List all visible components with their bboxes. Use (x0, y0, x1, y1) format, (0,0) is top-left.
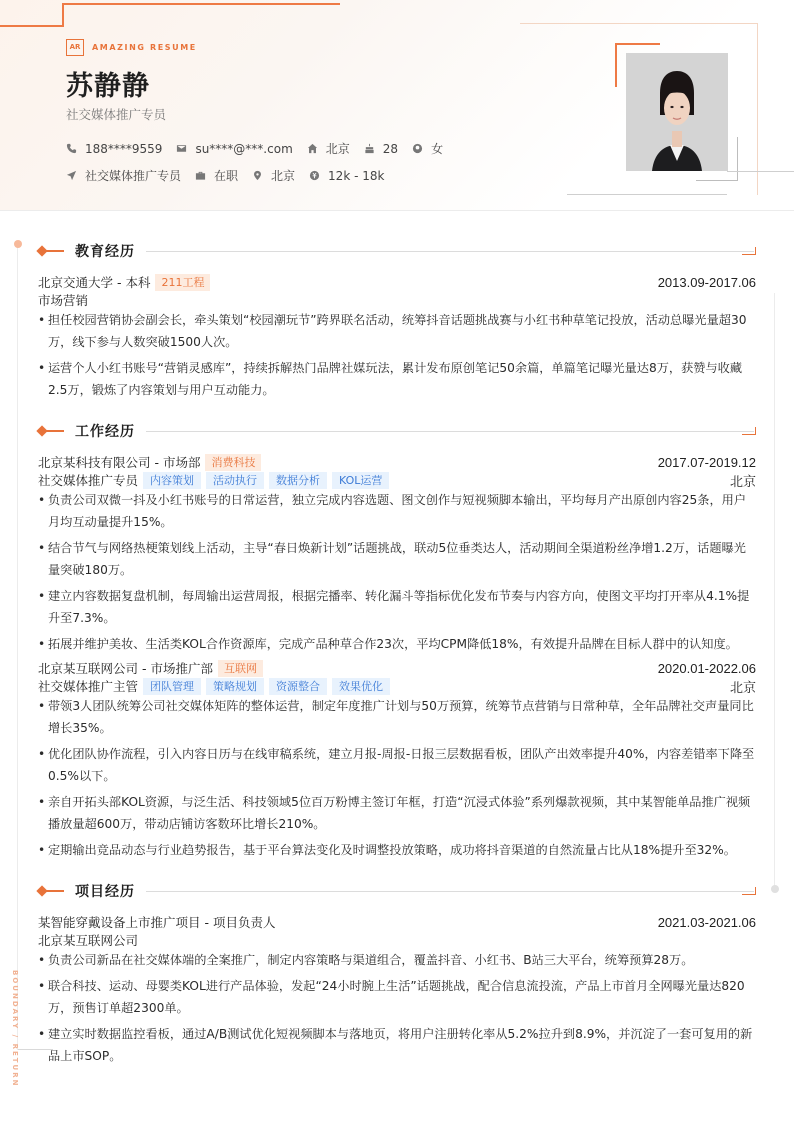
industry-tag: 消费科技 (205, 454, 261, 471)
age-text: 28 (382, 141, 399, 156)
phone-text: 188****9559 (85, 141, 163, 156)
job-role: 社交媒体推广专员 (38, 473, 139, 488)
education-major-row (38, 291, 756, 309)
target-city-text: 北京 (271, 169, 296, 183)
email-text: su****@***.com (195, 141, 293, 156)
resume-header (0, 0, 794, 211)
skill-tag: 数据分析 (269, 472, 327, 489)
project-bullet: • 建立实时数据监控看板，通过A/B测试优化短视频脚本与落地页，将用户注册转化率从5.2%拉升到8.9%，并沉淀了一套可复用的新品上市SOP。 (38, 1023, 756, 1067)
job-role: 社交媒体推广主管 (38, 679, 139, 694)
timeline-dot (771, 885, 779, 893)
side-vertical-text: BOUNDARY / RETURN (11, 970, 19, 1088)
salary-text: 12k - 18k (328, 168, 385, 183)
project-bullet: • 联合科技、运动、母婴类KOL进行产品体验，发起“24小时腕上生活”话题挑战，配合信息流投流，产品上市首月全网曝光量达820万，预售订单超2300单。 (38, 975, 756, 1019)
send-icon (66, 170, 77, 181)
target-role-info (66, 167, 181, 184)
gender-text: 女 (431, 142, 444, 156)
skill-tag: 活动执行 (206, 472, 264, 489)
work-date: 2017.07-2019.12 (657, 454, 756, 470)
project-entry-header (38, 913, 756, 931)
education-bullet: • 担任校园营销协会副会长，牵头策划“校园潮玩节”跨界联名活动，统筹抖音话题挑战赛与小红书种草笔记投放，活动总曝光量超30万，线下参与人数突破1500人次。 (38, 309, 756, 353)
header-accent-line (62, 3, 64, 27)
skill-tags (143, 678, 390, 695)
section-corner (742, 427, 756, 435)
work-bullet: • 结合节气与网络热梗策划线上活动，主导“春日焕新计划”话题挑战，联动5位垂类达人，活动期间全渠道粉丝净增1.2万，话题曝光量突破180万。 (38, 537, 756, 581)
city-info (307, 140, 350, 157)
project-bullet: • 负责公司新品在社交媒体端的全案推广，制定内容策略与渠道组合，覆盖抖音、小红书、B站三大平台，统筹预算28万。 (38, 949, 756, 971)
job-intent-row (66, 167, 398, 184)
section-header-education (36, 243, 756, 259)
age-info (364, 142, 398, 156)
work-bullet: • 定期输出竞品动态与行业趋势报告，基于平台算法变化及时调整投放策略，成功将抖音渠道的自然流量占比从18%提升至32%。 (38, 839, 756, 861)
status-text: 在职 (214, 169, 239, 183)
section-corner (742, 887, 756, 895)
phone-icon (66, 143, 77, 154)
skill-tag: 效果优化 (332, 678, 390, 695)
education-date: 2013.09-2017.06 (657, 274, 756, 290)
work-role-row (38, 471, 756, 489)
money-icon (309, 170, 320, 181)
project-title: 某智能穿戴设备上市推广项目 - 项目负责人 (38, 915, 276, 930)
section-header-project (36, 883, 756, 899)
work-entry-header (38, 659, 756, 677)
section-header-work (36, 423, 756, 439)
section-dash (46, 250, 64, 252)
brand-text: AMAZING RESUME (92, 43, 197, 52)
section-rule (146, 891, 754, 892)
location-pin-icon (252, 170, 263, 181)
home-icon (307, 143, 318, 154)
header-accent-line (0, 25, 64, 27)
company-line: 北京某科技有限公司 - 市场部 (38, 455, 201, 470)
gender-info (412, 140, 443, 157)
work-city: 北京 (729, 473, 756, 489)
work-city: 北京 (729, 679, 756, 695)
project-company-row (38, 931, 756, 949)
timeline-dot (14, 240, 22, 248)
salary-info (309, 169, 384, 183)
skill-tag: 资源整合 (269, 678, 327, 695)
section-rule (146, 251, 754, 252)
phone-info (66, 142, 162, 156)
contact-info-row (66, 140, 457, 157)
timeline-line (774, 293, 775, 889)
education-bullet: • 运营个人小红书账号“营销灵感库”，持续拆解热门品牌社媒玩法，累计发布原创笔记50余篇，单篇笔记曝光量达8万，获赞与收藏2.5万，锻炼了内容策划与用户互动能力。 (38, 357, 756, 401)
brand-badge: AR (66, 39, 84, 56)
industry-tag: 互联网 (218, 660, 263, 677)
target-city-info (252, 167, 295, 184)
work-bullet: • 带领3人团队统筹公司社交媒体矩阵的整体运营，制定年度推广计划与50万预算，统筹节点营销与日常种草，全年品牌社交声量同比增长35%。 (38, 695, 756, 739)
school-line: 北京交通大学 - 本科 (38, 275, 151, 290)
work-bullet: • 负责公司双微一抖及小红书账号的日常运营，独立完成内容选题、图文创作与短视频脚本输出，平均每月产出原创内容25条，用户月均互动量提升15%。 (38, 489, 756, 533)
skill-tag: 内容策划 (143, 472, 201, 489)
brand (66, 39, 197, 56)
header-accent-line (62, 3, 340, 5)
skill-tag: KOL运营 (332, 472, 389, 489)
project-date: 2021.03-2021.06 (657, 914, 756, 930)
section-corner (742, 247, 756, 255)
decor-line (567, 194, 727, 195)
mail-icon (176, 143, 187, 154)
work-date: 2020.01-2022.06 (657, 660, 756, 676)
company-line: 北京某互联网公司 - 市场推广部 (38, 661, 213, 676)
work-bullet: • 亲自开拓头部KOL资源，与泛生活、科技领域5位百万粉博主签订年框，打造“沉浸式体验”系列爆款视频，其中某智能单品推广视频播放量超600万，带动店铺访客数环比增长210%。 (38, 791, 756, 835)
work-role-row (38, 677, 756, 695)
status-info (195, 167, 238, 184)
timeline-line (17, 244, 18, 1050)
major: 市场营销 (38, 293, 89, 308)
candidate-subtitle: 社交媒体推广专员 (66, 107, 167, 122)
section-dash (46, 430, 64, 432)
education-entry-header (38, 273, 756, 291)
candidate-name: 苏静静 (66, 71, 150, 102)
decor-line (727, 171, 794, 172)
project-company: 北京某互联网公司 (38, 933, 139, 948)
section-title: 工作经历 (75, 424, 135, 440)
city-text: 北京 (325, 142, 350, 156)
gender-icon (412, 143, 423, 154)
email-info (176, 142, 292, 156)
section-dash (46, 890, 64, 892)
target-role-text: 社交媒体推广专员 (85, 169, 182, 183)
work-bullet: • 拓展并维护美妆、生活类KOL合作资源库，完成产品种草合作23次，平均CPM降低18%，有效提升品牌在目标人群中的认知度。 (38, 633, 756, 655)
skill-tags (143, 472, 389, 489)
section-title: 项目经历 (75, 884, 135, 900)
section-rule (146, 431, 754, 432)
skill-tag: 策略规划 (206, 678, 264, 695)
work-entry-header (38, 453, 756, 471)
briefcase-icon (195, 170, 206, 181)
section-title: 教育经历 (75, 244, 135, 260)
cake-icon (364, 143, 375, 154)
work-bullet: • 优化团队协作流程，引入内容日历与在线审稿系统，建立月报-周报-日报三层数据看板，团队产出效率提升40%，内容差错率下降至0.5%以下。 (38, 743, 756, 787)
photo-frame (696, 137, 738, 181)
work-bullet: • 建立内容数据复盘机制，每周输出运营周报，根据完播率、转化漏斗等指标优化发布节奏与内容方向，使图文平均打开率从4.1%提升至7.3%。 (38, 585, 756, 629)
school-tag: 211工程 (155, 274, 210, 291)
skill-tag: 团队管理 (143, 678, 201, 695)
